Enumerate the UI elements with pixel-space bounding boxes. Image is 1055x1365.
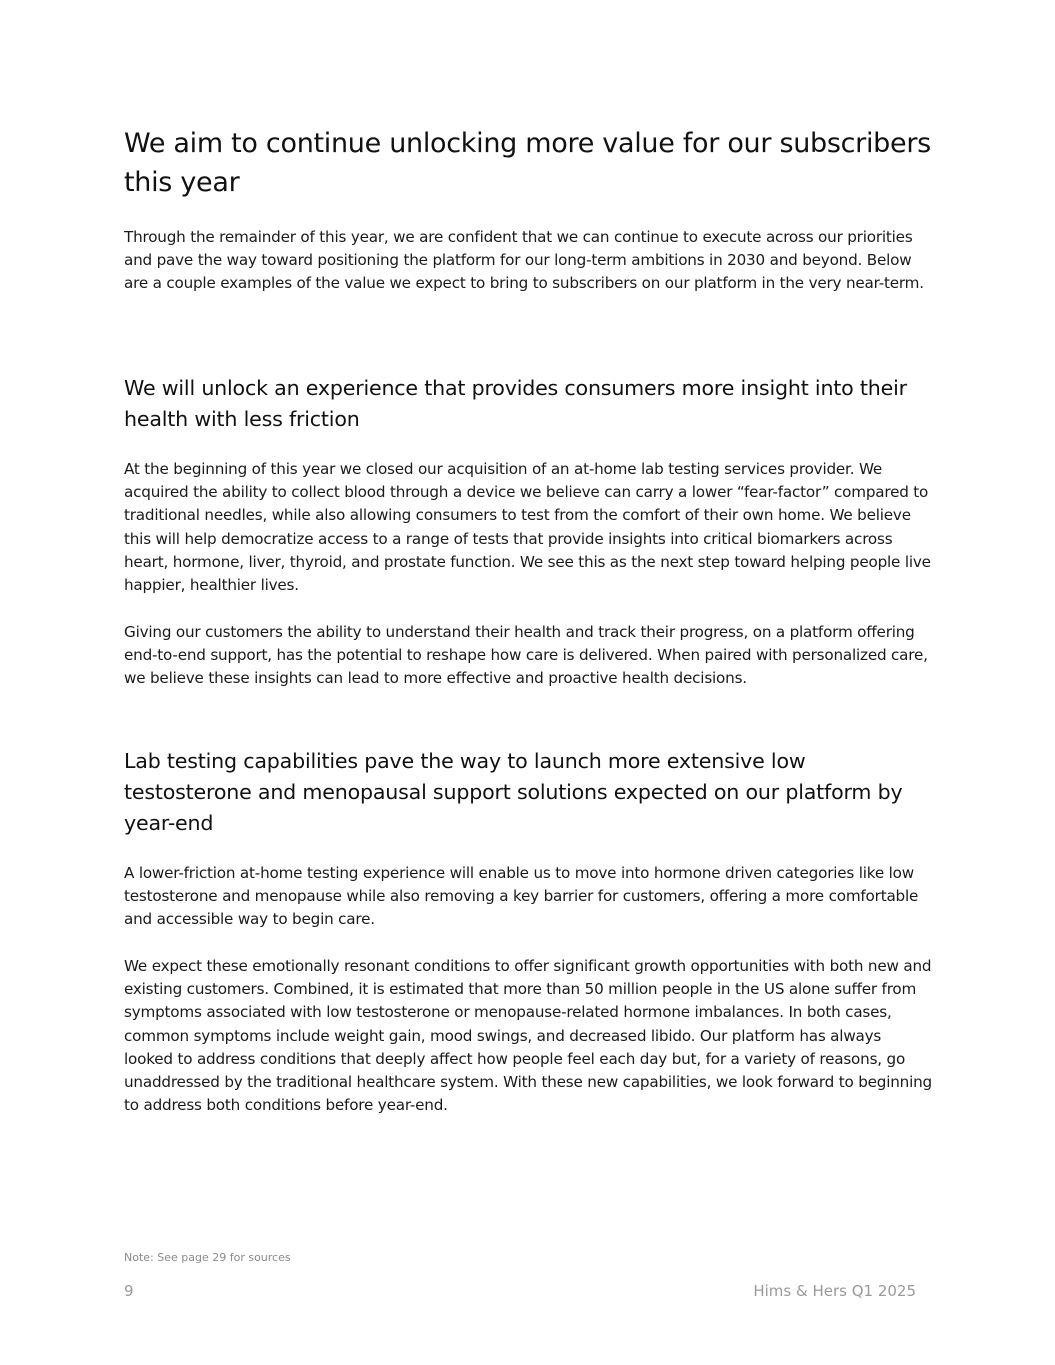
section-2-heading: Lab testing capabilities pave the way to launch more extensive low testosterone and menopausal support solutions expected on our platform by year-end xyxy=(124,749,903,835)
page-number: 9 xyxy=(124,1282,134,1300)
sources-note: Note: See page 29 for sources xyxy=(124,1251,291,1264)
section-1-heading: We will unlock an experience that provides consumers more insight into their health with less friction xyxy=(124,376,907,431)
section-2-paragraph-1: A lower-friction at-home testing experience will enable us to move into hormone driven categories like low testosterone and menopause while also removing a key barrier for customers, offering a more comfortable and accessible way to begin care. xyxy=(124,864,919,929)
section-1-paragraph-1: At the beginning of this year we closed our acquisition of an at-home lab testing services provider. We acquired the ability to collect blood through a device we believe can carry a lower “fear-factor” compared to traditional needles, while also allowing consumers to test from the comfort of their own home. We believe this will help democratize access to a range of tests that provide insights into critical biomarkers across heart, hormone, liver, thyroid, and prostate function. We see this as the next step toward helping people live happier, healthier lives. xyxy=(124,460,931,595)
footer-brand: Hims & Hers Q1 2025 xyxy=(753,1282,916,1300)
page-title: We aim to continue unlocking more value for our subscribers this year xyxy=(124,128,931,198)
section-2-paragraph-2: We expect these emotionally resonant conditions to offer significant growth opportunities with both new and existing customers. Combined, it is estimated that more than 50 million people in the US alone suffer from symptoms associated with low testosterone or menopause-related hormone imbalances. In both cases, common symptoms include weight gain, mood swings, and decreased libido. Our platform has always looked to address conditions that deeply affect how people feel each day but, for a variety of reasons, go unaddressed by the traditional healthcare system. With these new capabilities, we look forward to beginning to address both conditions before year-end. xyxy=(124,957,932,1115)
intro-paragraph: Through the remainder of this year, we are confident that we can continue to execute across our priorities and pave the way toward positioning the platform for our long-term ambitions in 2030 and beyond. Below are a couple examples of the value we expect to bring to subscribers on our platform in the very near-term. xyxy=(124,228,924,293)
section-1-paragraph-2: Giving our customers the ability to understand their health and track their progress, on a platform offering end-to-end support, has the potential to reshape how care is delivered. When paired with personalized care, we believe these insights can lead to more effective and proactive health decisions. xyxy=(124,623,928,688)
